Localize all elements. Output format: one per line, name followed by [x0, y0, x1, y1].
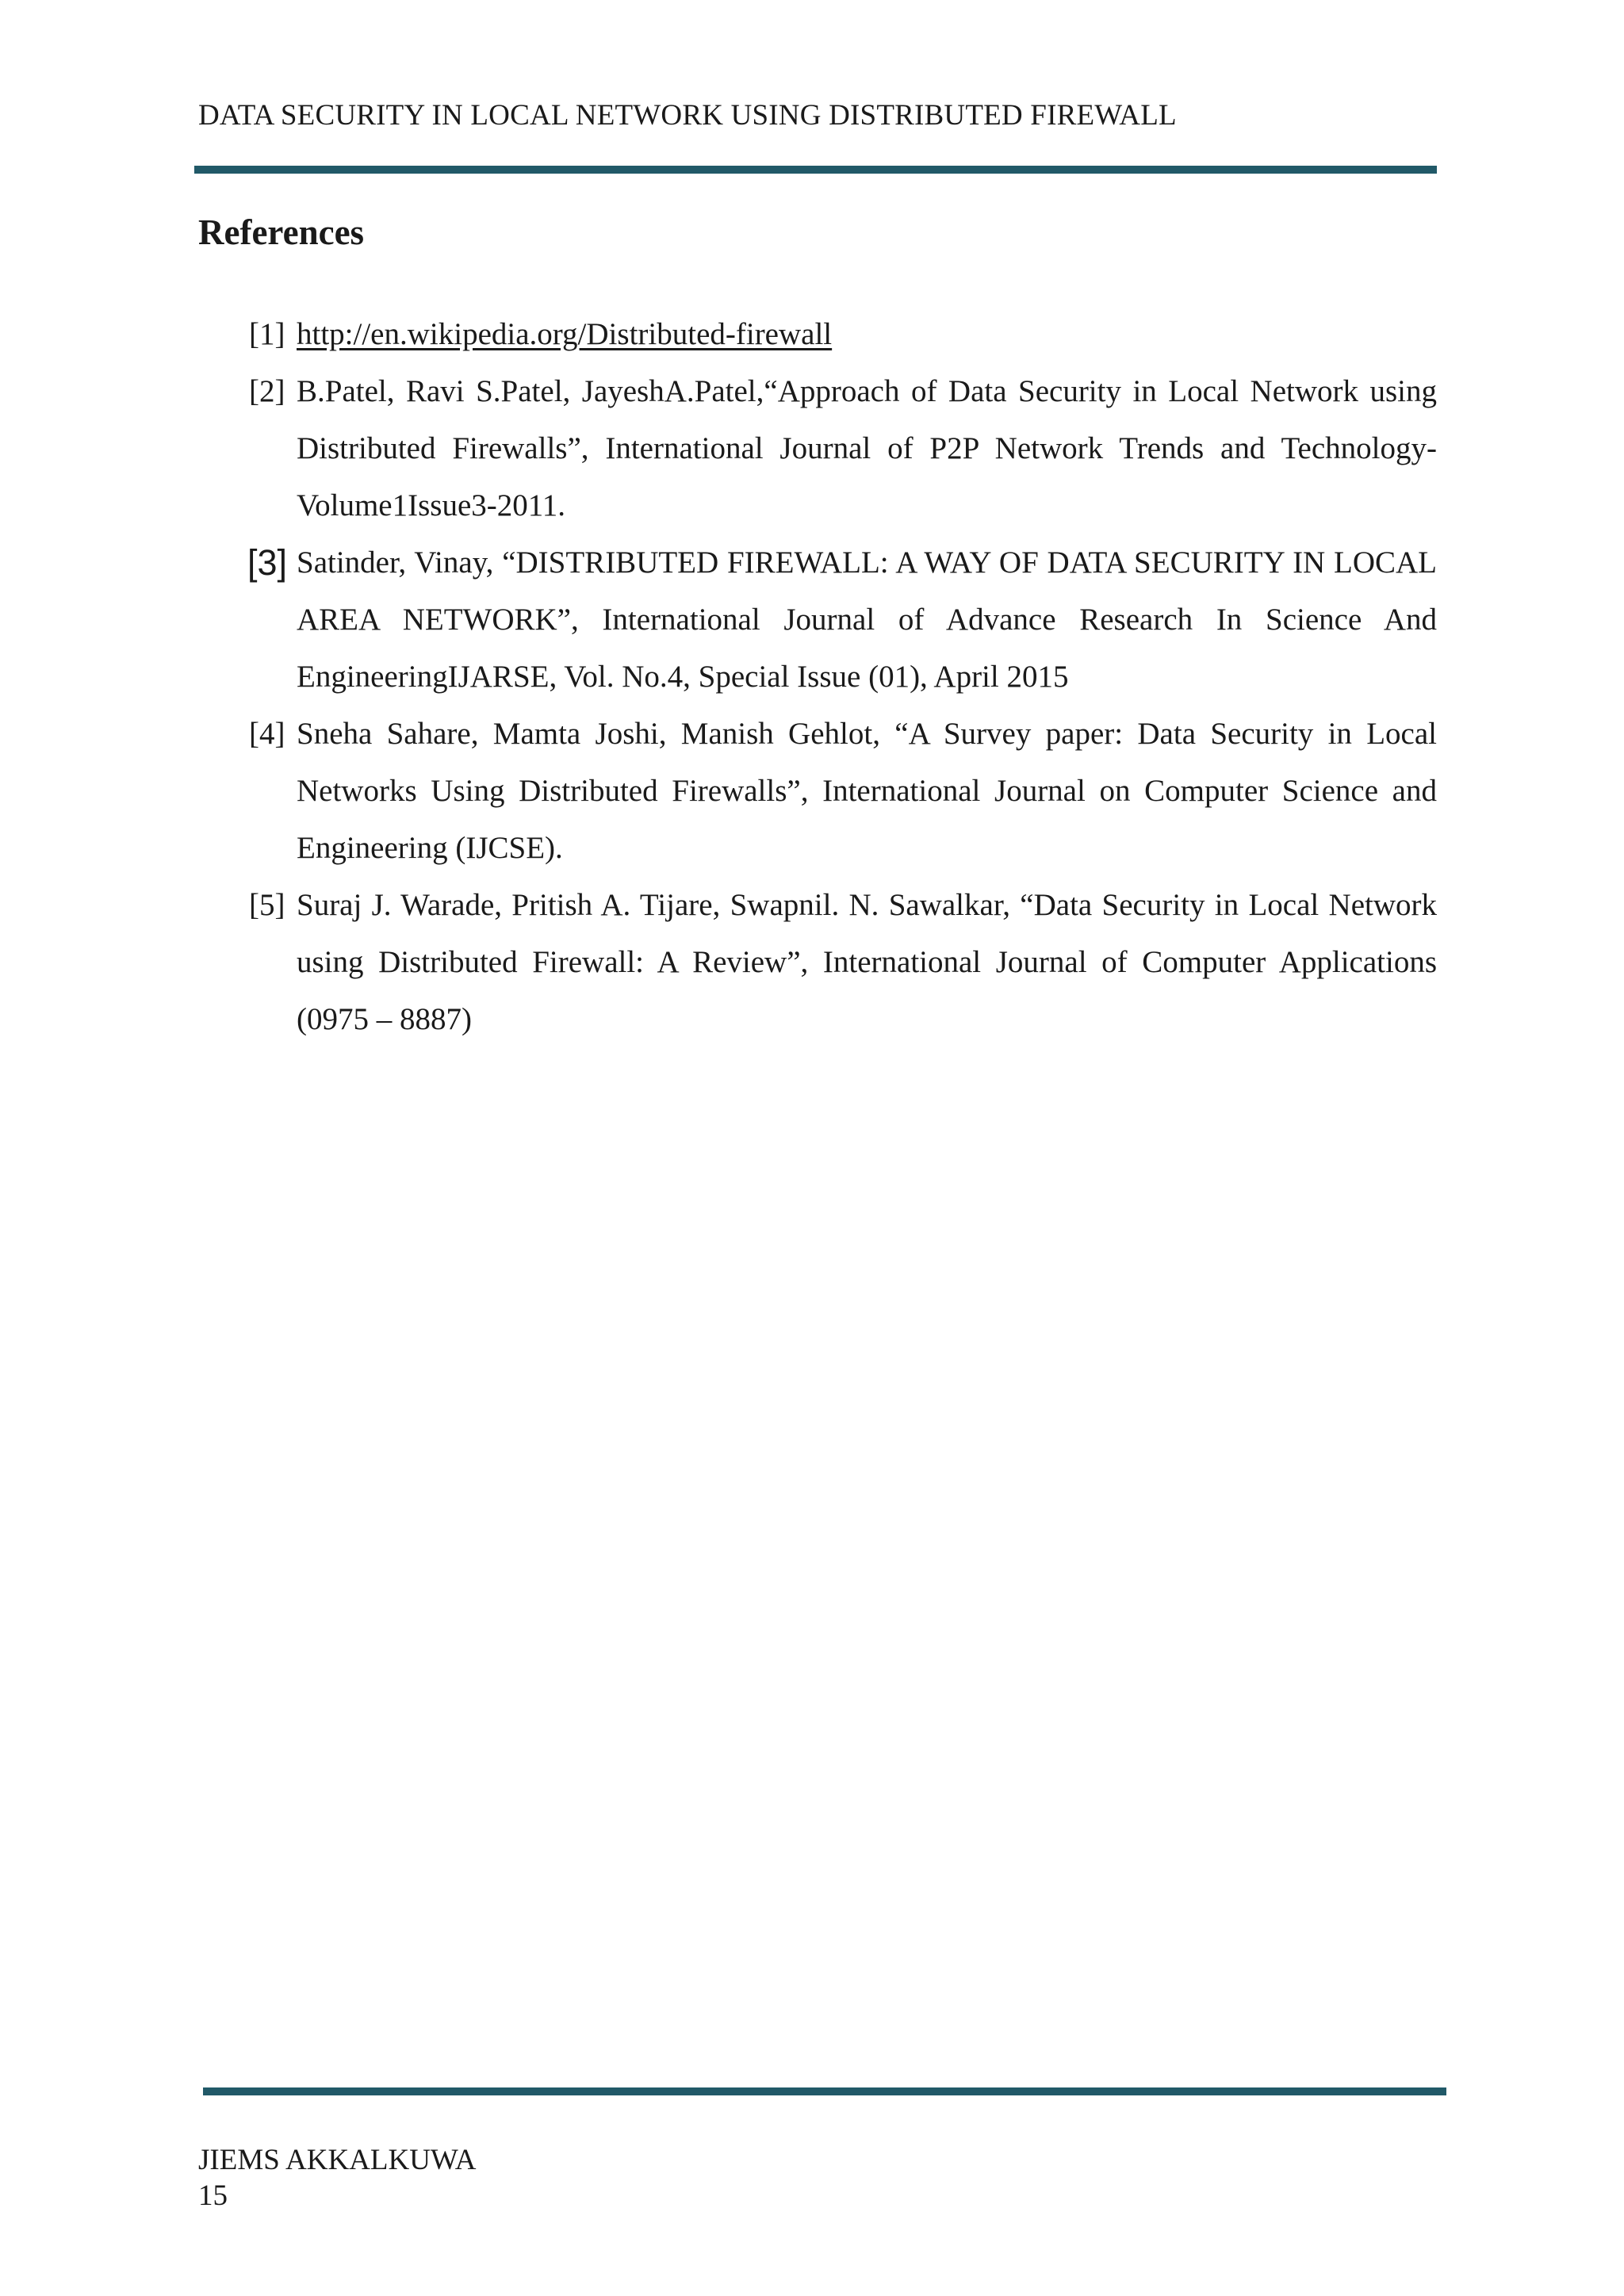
footer-rule: [203, 2087, 1446, 2095]
reference-number: [3]: [247, 542, 288, 583]
reference-item: [249, 534, 1437, 706]
reference-item: [249, 877, 1437, 1048]
reference-text: Sneha Sahare, Mamta Joshi, Manish Gehlot, “A Survey paper: Data Security in Local Networks Using Distributed Firewalls”, International Journal on Computer Science and Engineering (IJCSE).: [297, 717, 1437, 865]
reference-item: [249, 363, 1437, 534]
reference-list: [249, 306, 1437, 1048]
reference-item: [249, 706, 1437, 877]
footer-institution: JIEMS AKKALKUWA: [198, 2144, 477, 2176]
reference-number: [5]: [249, 888, 285, 922]
reference-number: [1]: [249, 317, 285, 351]
running-header: DATA SECURITY IN LOCAL NETWORK USING DISTRIBUTED FIREWALL: [198, 99, 1177, 132]
reference-number: [2]: [249, 374, 285, 408]
reference-text: B.Patel, Ravi S.Patel, JayeshA.Patel,“Approach of Data Security in Local Network using Distributed Firewalls”, International Journal of P2P Network Trends and Technology-Volume1Issue3-2011.: [297, 374, 1437, 522]
reference-text: Suraj J. Warade, Pritish A. Tijare, Swapnil. N. Sawalkar, “Data Security in Local Network using Distributed Firewall: A Review”, International Journal of Computer Applications (0975 – 8887): [297, 888, 1437, 1036]
reference-text: Satinder, Vinay, “DISTRIBUTED FIREWALL: A WAY OF DATA SECURITY IN LOCAL AREA NETWORK”, International Journal of Advance Research In Science And EngineeringIJARSE, Vol. No.4, Special Issue (01), April 2015: [297, 545, 1437, 694]
reference-number: [4]: [249, 717, 285, 751]
page-number: 15: [198, 2179, 228, 2212]
reference-item: [249, 306, 1437, 363]
section-title: References: [198, 212, 365, 252]
header-rule: [194, 166, 1437, 174]
reference-link[interactable]: http://en.wikipedia.org/Distributed-firewall: [297, 317, 833, 351]
